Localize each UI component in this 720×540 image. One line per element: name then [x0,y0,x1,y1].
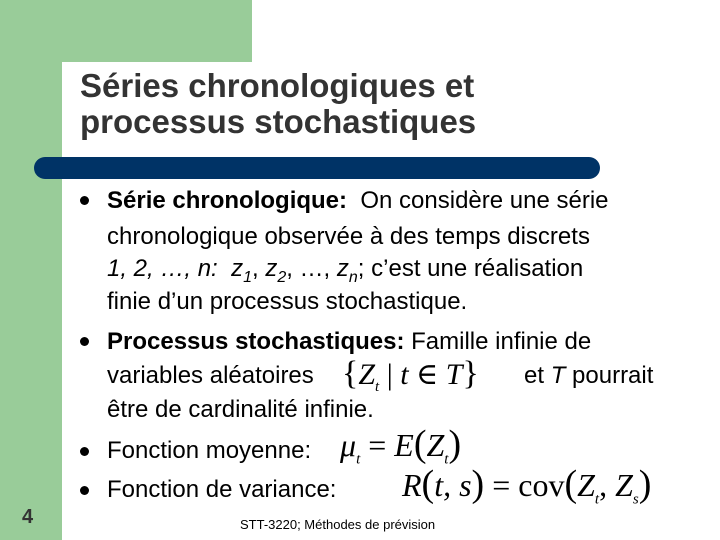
bullet-2-line-2-start: variables aléatoires [107,362,314,389]
variance-formula: R(t, $s) = cov(Z_t$, $Z_s$) [402,463,652,508]
bullet-dot-3 [80,447,89,456]
title-line-1: Séries chronologiques et [80,67,475,104]
background-green-top [0,0,252,62]
bullet-1-label: Série chronologique: [107,187,348,214]
bullet-1-line-3: 1, 2, …, n: $z_1$, $z_2$, …, $z_n$; c’est une réalisation [107,255,584,286]
bullet-1-line-1: Série chronologique: On considère une série [107,187,609,214]
bullet-2-label: Processus stochastiques: [107,328,405,355]
slide-title [80,68,640,140]
bullet-dot-4 [80,486,89,495]
bullet-1-line-2: chronologique observée à des temps discrets [107,223,590,250]
background-green-left [0,0,62,540]
title-divider-bar [34,157,600,179]
bullet-dot-1 [80,196,89,205]
bullet-2-line-1: Processus stochastiques: Famille infinie de [107,328,592,355]
bullet-4-text: Fonction de variance: [107,476,337,503]
bullet-dot-2 [80,337,89,346]
title-line-2: processus stochastiques [80,103,477,140]
family-formula: {$Z_t$ | t ∈ T} [342,355,479,395]
mean-formula: $\mu_t = E(Z_t)$ [340,423,462,468]
bullet-2-line-3: être de cardinalité infinie. [107,396,374,423]
bullet-1-line-4: finie d’un processus stochastique. [107,288,468,315]
slide-footer: STT-3220; Méthodes de prévision [240,517,436,532]
slide-number: 4 [22,506,34,528]
bullet-3-text: Fonction moyenne: [107,437,312,464]
bullet-2-line-2-end: et T pourrait [524,362,654,389]
